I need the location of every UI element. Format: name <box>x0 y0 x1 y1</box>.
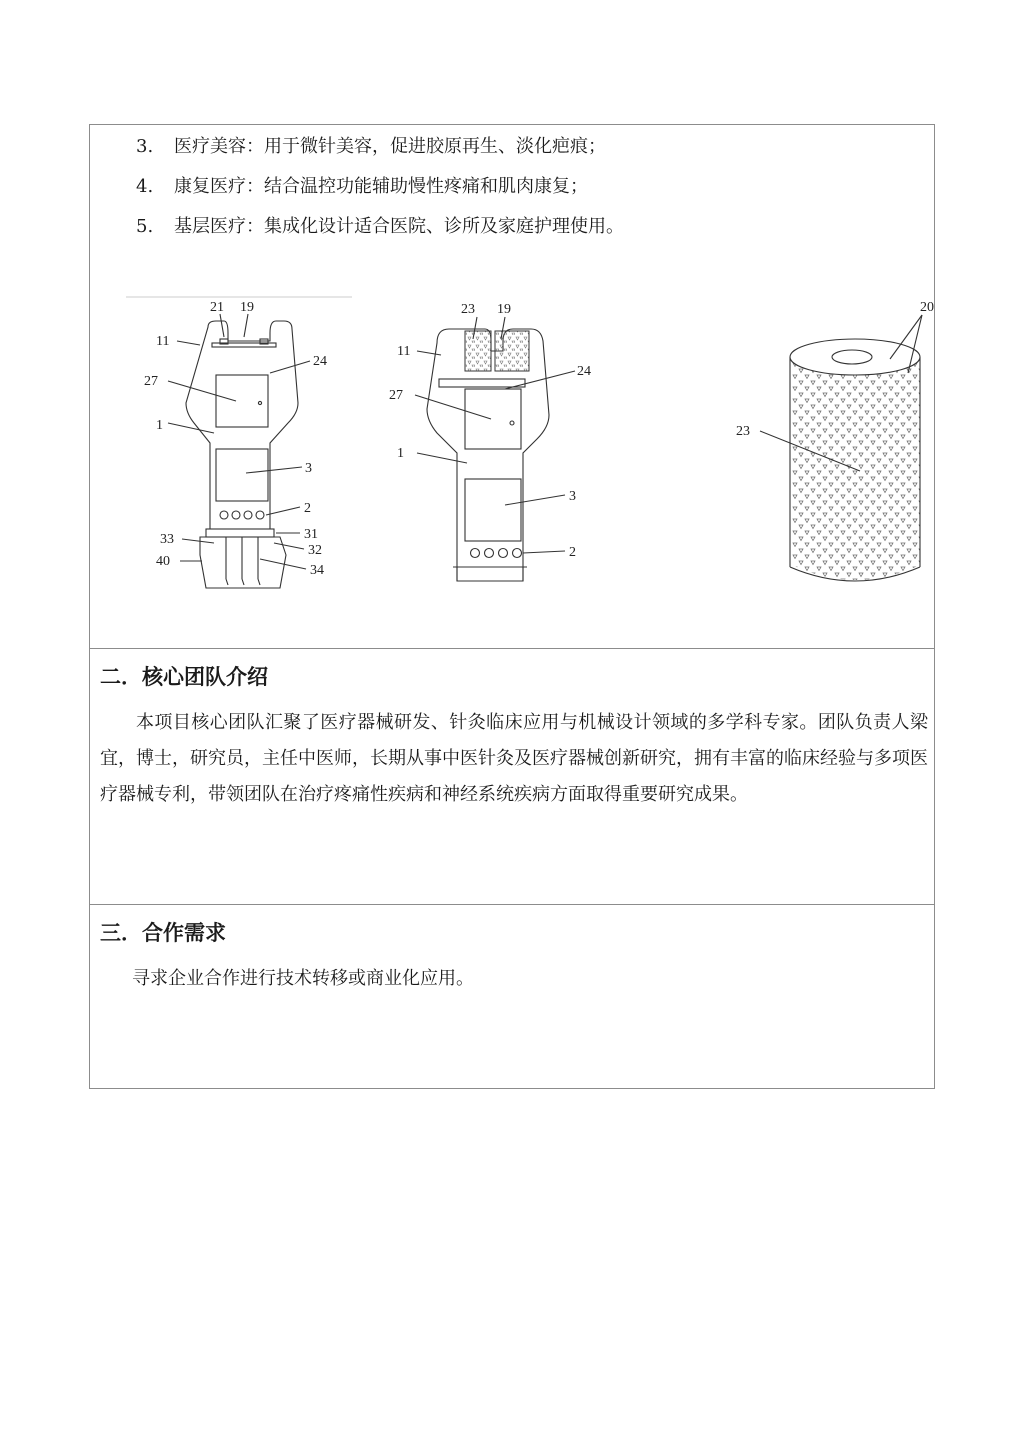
label-19: 19 <box>497 302 511 317</box>
label-2: 2 <box>304 501 311 516</box>
list-number: 4. <box>136 176 154 197</box>
label-34: 34 <box>310 563 324 578</box>
label-32: 32 <box>308 543 322 558</box>
device-figure-1 <box>120 293 360 593</box>
list-text: 基层医疗：集成化设计适合医院、诊所及家庭护理使用。 <box>174 216 624 237</box>
label-23: 23 <box>461 302 475 317</box>
device-figure-2 <box>355 295 595 595</box>
label-11: 11 <box>156 334 170 349</box>
label-20: 20 <box>920 300 934 315</box>
label-40: 40 <box>156 554 170 569</box>
cooperation-paragraph: 寻求企业合作进行技术转移或商业化应用。 <box>132 968 474 989</box>
info-table <box>89 124 935 1089</box>
team-section <box>90 649 934 905</box>
team-paragraph: 本项目核心团队汇聚了医疗器械研发、针灸临床应用与机械设计领域的多学科专家。团队负责人梁宜，博士，研究员，主任中医师，长期从事中医针灸及医疗器械创新研究，拥有丰富的临床经验与多项医疗器械专利，带领团队在治疗疼痛性疾病和神经系统疾病方面取得重要研究成果。 <box>100 712 928 805</box>
list-item <box>136 175 588 199</box>
cooperation-section <box>90 905 934 1088</box>
label-33: 33 <box>160 532 174 547</box>
list-text: 医疗美容：用于微针美容，促进胶原再生、淡化疤痕； <box>174 136 606 157</box>
label-3: 3 <box>569 489 576 504</box>
cylinder-figure <box>630 295 934 595</box>
label-23: 23 <box>736 424 750 439</box>
cooperation-heading: 三．合作需求 <box>100 920 226 945</box>
applications-section <box>90 125 934 649</box>
label-19: 19 <box>240 300 254 315</box>
label-2: 2 <box>569 545 576 560</box>
list-number: 3. <box>136 136 154 157</box>
team-heading: 二．核心团队介绍 <box>100 664 268 689</box>
label-31: 31 <box>304 527 318 542</box>
label-24: 24 <box>577 364 591 379</box>
label-3: 3 <box>305 461 312 476</box>
label-27: 27 <box>144 374 158 389</box>
label-27: 27 <box>389 388 403 403</box>
list-text: 康复医疗：结合温控功能辅助慢性疼痛和肌肉康复； <box>174 176 588 197</box>
list-item <box>136 215 624 239</box>
label-1: 1 <box>397 446 404 461</box>
label-11: 11 <box>397 344 411 359</box>
list-number: 5. <box>136 216 154 237</box>
label-21: 21 <box>210 300 224 315</box>
label-24: 24 <box>313 354 327 369</box>
label-1: 1 <box>156 418 163 433</box>
list-item <box>136 135 606 159</box>
